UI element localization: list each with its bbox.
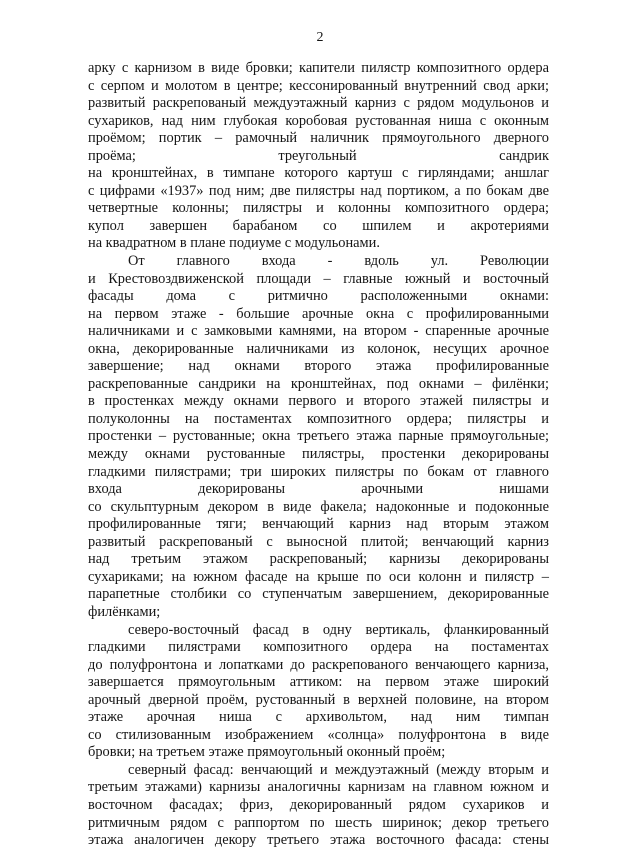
text-line: восточном фасадах; фриз, декорированный рядом сухариков и <box>88 796 549 813</box>
text-line: этажа аналогичен декору третьего этажа восточного фасада: стены <box>88 832 549 849</box>
text-line: четвертные колонны; пилястры и колонны композитного ордера; <box>88 200 549 217</box>
text-line: между окнами рустованные пилястры, простенки декорированы <box>88 446 549 463</box>
text-line: на первом этаже - большие арочные окна с профилированными <box>88 305 549 322</box>
text-line: со скульптурным декором в виде факела; надоконные и подоконные <box>88 498 549 515</box>
text-line: гладкими пилястрами; три широких пилястры по бокам от главного <box>88 463 549 480</box>
text-line: купол завершен барабаном со шпилем и акротериями <box>88 217 549 234</box>
text-line: полуколонны на постаментах композитного ордера; пилястры и <box>88 410 549 427</box>
text-line: простенки – рустованные; окна третьего этажа парные прямоугольные; <box>88 428 549 445</box>
text-line: завершается прямоугольным аттиком: на первом этаже широкий <box>88 674 549 691</box>
text-line: сухариков, над ним глубокая коробовая рустованная ниша с оконным <box>88 112 549 129</box>
text-line: окна, декорированные наличниками из колонок, несущих арочное <box>88 340 549 357</box>
text-line: северный фасад: венчающий и междуэтажный (между вторым и <box>128 761 549 778</box>
text-line: От главного входа - вдоль ул. Революции <box>128 253 549 270</box>
text-line: этаже арочная ниша с архивольтом, над ним тимпан <box>88 709 549 726</box>
text-line: над третьим этажом раскрепованый; карнизы декорированы <box>88 551 549 568</box>
text-line: ритмичным рядом с раппортом по шесть ширинок; декор третьего <box>88 814 549 831</box>
body-text <box>88 60 549 850</box>
text-line: на кронштейнах, в тимпане которого картуш с гирляндами; аншлаг <box>88 165 549 182</box>
text-line: со стилизованным изображением «солнца» полуфронтона в виде <box>88 726 549 743</box>
text-line: сухариками; на южном фасаде на крыше по оси колонн и пилястр – <box>88 568 549 585</box>
text-line: парапетные столбики со ступенчатым завершением, декорированные <box>88 586 549 603</box>
text-line: на квадратном в плане подиуме с модульонами. <box>88 235 380 252</box>
text-line: арочный дверной проём, рустованный в верхней половине, на втором <box>88 691 549 708</box>
text-line: с цифрами «1937» под ним; две пилястры над портиком, а по бокам две <box>88 182 549 199</box>
text-line: профилированные тяги; венчающий карниз над вторым этажом <box>88 516 549 533</box>
text-line: проёма; треугольный сандрик <box>88 147 549 164</box>
text-line: развитый раскрепованый междуэтажный карниз с рядом модульонов и <box>88 95 549 112</box>
page-number: 2 <box>316 30 324 45</box>
text-line: до полуфронтона и лопатками до раскрепованого венчающего карниза, <box>88 656 549 673</box>
text-line: завершение; над окнами второго этажа профилированные <box>88 358 549 375</box>
text-line: филёнками; <box>88 603 161 620</box>
text-line: северо-восточный фасад в одну вертикаль, фланкированный <box>128 621 549 638</box>
text-line: бровки; на третьем этаже прямоугольный оконный проём; <box>88 744 446 761</box>
text-line: и Крестовоздвиженской площади – главные южный и восточный <box>88 270 549 287</box>
text-line: развитый раскрепованый с выносной плитой; венчающий карниз <box>88 533 549 550</box>
text-line: с серпом и молотом в центре; кессонированный внутренний свод арки; <box>88 77 549 94</box>
text-line: раскрепованные сандрики на кронштейнах, под окнами – филёнки; <box>88 375 549 392</box>
text-line: третьим этажами) карнизы аналогичны карнизам на главном южном и <box>88 779 549 796</box>
text-line: арку с карнизом в виде бровки; капители пилястр композитного ордера <box>88 60 549 76</box>
text-line: гладкими пилястрами композитного ордера на постаментах <box>88 639 549 656</box>
text-line: проёмом; портик – рамочный наличник прямоугольного дверного <box>88 130 549 147</box>
text-line: фасады дома с ритмично расположенными окнами: <box>88 288 549 305</box>
text-line: наличниками и с замковыми камнями, на втором - спаренные арочные <box>88 323 549 340</box>
text-line: входа декорированы арочными нишами <box>88 481 549 498</box>
text-line: в простенках между окнами первого и второго этажей пилястры и <box>88 393 549 410</box>
